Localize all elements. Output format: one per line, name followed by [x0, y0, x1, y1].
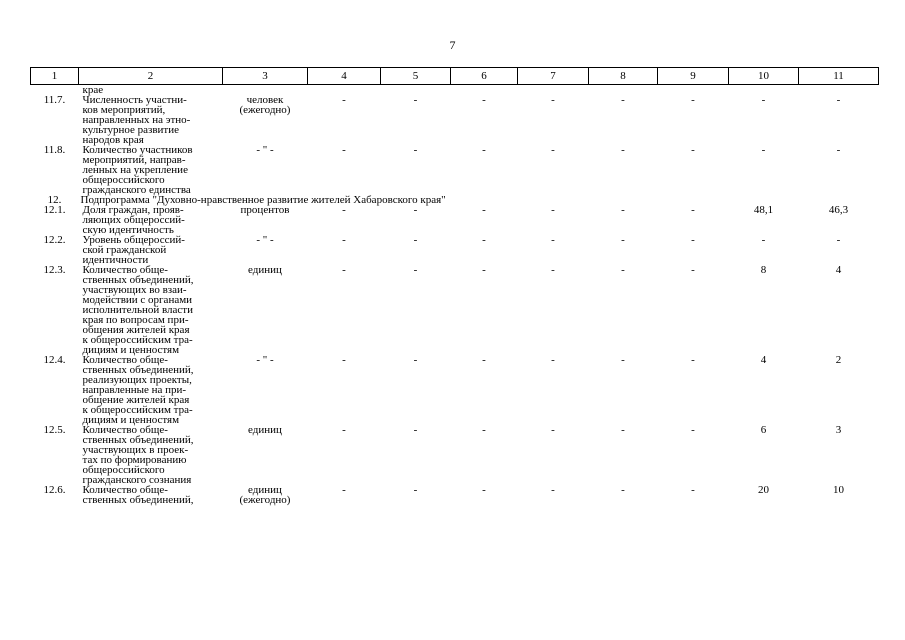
value-cell: - — [761, 144, 766, 156]
indicator-name-line: общероссийского — [82, 464, 165, 476]
indicator-name-line: ственных объединений, — [82, 494, 194, 506]
row-number: 12.6. — [43, 484, 66, 496]
value-cell: - — [691, 94, 695, 106]
header-cell: 4 — [308, 68, 381, 85]
value-cell: - — [691, 354, 695, 366]
table-header — [31, 68, 879, 85]
header-cell: 5 — [381, 68, 451, 85]
value-cell: - — [413, 354, 418, 366]
value-cell: - — [621, 264, 625, 276]
value-cell: 3 — [835, 424, 842, 436]
indicator-name-line: культурное развитие — [82, 124, 179, 136]
indicator-name-line: дициям и ценностям — [82, 344, 180, 356]
indicator-name-line: участвующих во взаи- — [82, 284, 187, 296]
indicators-table — [30, 67, 879, 505]
unit-line: - " - — [256, 144, 274, 156]
value-cell: - — [836, 234, 841, 246]
row-number: 12.3. — [43, 264, 66, 276]
value-cell: 20 — [758, 484, 769, 496]
value-cell: 8 — [760, 264, 767, 276]
indicator-name-line: к общероссийским тра- — [82, 334, 193, 346]
indicator-name-line: Количество обще- — [82, 264, 168, 276]
indicator-name-line: ской гражданской — [82, 244, 167, 256]
subprogram-title: Подпрограмма "Духовно-нравственное развитие жителей Хабаровского края" — [80, 194, 446, 206]
unit-line: процентов — [240, 204, 290, 216]
unit-line: единиц — [248, 484, 282, 496]
value-cell: - — [342, 424, 346, 436]
value-cell: - — [342, 94, 346, 106]
value-cell: - — [551, 204, 555, 216]
indicator-name-line: общение жителей края — [82, 394, 190, 406]
unit-line: - " - — [256, 354, 274, 366]
unit-cell — [223, 265, 308, 355]
indicator-name — [79, 425, 223, 485]
value-cell: - — [691, 424, 695, 436]
header-cell: 8 — [589, 68, 658, 85]
table-body — [31, 85, 879, 506]
unit-cell — [223, 205, 308, 235]
header-cell: 10 — [729, 68, 799, 85]
indicator-name-line: идентичности — [82, 254, 149, 266]
unit-cell — [223, 485, 308, 505]
indicator-name-line: ляющих общероссий- — [82, 214, 185, 226]
value-cell: - — [342, 204, 346, 216]
unit-line: единиц — [248, 264, 282, 276]
value-cell: - — [482, 94, 486, 106]
value-cell: - — [691, 234, 695, 246]
indicator-name-line: исполнительной власти — [82, 304, 193, 316]
unit-line: (ежегодно) — [239, 494, 291, 506]
table-row — [31, 205, 879, 235]
value-cell: - — [621, 204, 625, 216]
indicator-name-line: реализующих проекты, — [82, 374, 192, 386]
value-cell: - — [761, 234, 766, 246]
indicator-name-line: края по вопросам при- — [82, 314, 189, 326]
indicator-name-line: Численность участни- — [82, 94, 187, 106]
value-cell: - — [342, 234, 346, 246]
value-cell: - — [342, 144, 346, 156]
value-cell: 2 — [835, 354, 842, 366]
value-cell: - — [691, 144, 695, 156]
row-number: 12.1. — [43, 204, 66, 216]
value-cell: - — [551, 264, 555, 276]
value-cell: - — [413, 204, 418, 216]
header-cell: 11 — [799, 68, 879, 85]
indicator-name-line: гражданского сознания — [82, 474, 192, 486]
value-cell: - — [551, 94, 555, 106]
header-cell: 9 — [658, 68, 729, 85]
value-cell: - — [413, 484, 418, 496]
value-cell: - — [413, 264, 418, 276]
value-cell: - — [621, 94, 625, 106]
unit-cell — [223, 145, 308, 195]
value-cell: 4 — [760, 354, 767, 366]
indicator-name-line: общения жителей края — [82, 324, 190, 336]
value-cell: - — [342, 484, 346, 496]
indicator-name-line: ленных на укрепление — [82, 164, 188, 176]
indicator-name-line: модействии с органами — [82, 294, 193, 306]
indicator-name-line: народов края — [82, 134, 144, 146]
value-cell: - — [551, 354, 555, 366]
indicator-name — [79, 235, 223, 265]
value-cell: - — [413, 94, 418, 106]
indicator-name-line: скую идентичность — [82, 224, 174, 236]
indicator-name-line: к общероссийским тра- — [82, 404, 193, 416]
value-cell: - — [691, 204, 695, 216]
value-cell: - — [551, 144, 555, 156]
unit-cell — [223, 355, 308, 425]
indicator-name-line: направленных на этно- — [82, 114, 191, 126]
value-cell: - — [482, 234, 486, 246]
continuation-text: крае — [82, 84, 104, 96]
value-cell: - — [621, 424, 625, 436]
value-cell: - — [482, 144, 486, 156]
value-cell: 48,1 — [753, 204, 774, 216]
indicator-name-line: Количество участников — [82, 144, 193, 156]
indicator-name — [79, 95, 223, 145]
row-number: 11.8. — [43, 144, 66, 156]
indicator-name-line: гражданского единства — [82, 184, 191, 196]
indicator-name-line: Количество обще- — [82, 354, 168, 366]
header-cell: 2 — [79, 68, 223, 85]
indicator-name-line: Количество обще- — [82, 484, 168, 496]
indicator-name-line: ков мероприятий, — [82, 104, 166, 116]
indicator-name-line: ственных объединений, — [82, 364, 194, 376]
table-row — [31, 355, 879, 425]
unit-cell — [223, 235, 308, 265]
indicator-name-line: общероссийского — [82, 174, 165, 186]
value-cell: - — [551, 424, 555, 436]
indicator-name-line: ственных объединений, — [82, 274, 194, 286]
value-cell: 6 — [760, 424, 767, 436]
row-number: 12.5. — [43, 424, 66, 436]
indicator-name-line: направленные на при- — [82, 384, 187, 396]
row-number: 12.4. — [43, 354, 66, 366]
value-cell: - — [482, 204, 486, 216]
table-row — [31, 265, 879, 355]
header-cell: 6 — [451, 68, 518, 85]
value-cell: - — [691, 264, 695, 276]
value-cell: - — [482, 484, 486, 496]
value-cell: - — [621, 144, 625, 156]
value-cell: - — [836, 94, 841, 106]
table-row — [31, 235, 879, 265]
row-number: 11.7. — [43, 94, 66, 106]
value-cell: - — [621, 484, 625, 496]
unit-cell — [223, 425, 308, 485]
indicator-name-line: мероприятий, направ- — [82, 154, 186, 166]
value-cell: - — [691, 484, 695, 496]
value-cell: - — [551, 484, 555, 496]
indicator-name-line: участвующих в проек- — [82, 444, 189, 456]
value-cell: - — [413, 144, 418, 156]
value-cell: 46,3 — [828, 204, 849, 216]
unit-cell — [223, 95, 308, 145]
header-cell: 7 — [518, 68, 589, 85]
unit-line: (ежегодно) — [239, 104, 291, 116]
value-cell: - — [621, 354, 625, 366]
value-cell: 10 — [833, 484, 844, 496]
header-row — [31, 68, 879, 85]
table-row — [31, 485, 879, 505]
page-number: 7 — [449, 38, 456, 52]
value-cell: - — [836, 144, 841, 156]
table-row — [31, 145, 879, 195]
indicator-name — [79, 145, 223, 195]
header-cell: 3 — [223, 68, 308, 85]
indicator-name-line: Уровень общероссий- — [82, 234, 185, 246]
indicator-name — [79, 205, 223, 235]
value-cell: - — [413, 234, 418, 246]
indicator-name — [79, 265, 223, 355]
value-cell: - — [482, 354, 486, 366]
unit-line: человек — [246, 94, 284, 106]
value-cell: 4 — [835, 264, 842, 276]
unit-line: единиц — [248, 424, 282, 436]
value-cell: - — [342, 264, 346, 276]
value-cell: - — [413, 424, 418, 436]
value-cell: - — [621, 234, 625, 246]
row-number: 12. — [47, 194, 62, 206]
indicator-name-line: ственных объединений, — [82, 434, 194, 446]
value-cell: - — [761, 94, 766, 106]
indicator-name — [79, 355, 223, 425]
table-row — [31, 95, 879, 145]
indicator-name — [79, 485, 223, 505]
value-cell: - — [342, 354, 346, 366]
table-row — [31, 425, 879, 485]
indicator-name-line: тах по формированию — [82, 454, 187, 466]
value-cell: - — [551, 234, 555, 246]
value-cell: - — [482, 424, 486, 436]
indicator-name-line: дициям и ценностям — [82, 414, 180, 426]
row-number: 12.2. — [43, 234, 66, 246]
indicator-name-line: Количество обще- — [82, 424, 168, 436]
header-cell: 1 — [31, 68, 79, 85]
value-cell: - — [482, 264, 486, 276]
indicator-name-line: Доля граждан, прояв- — [82, 204, 184, 216]
unit-line: - " - — [256, 234, 274, 246]
